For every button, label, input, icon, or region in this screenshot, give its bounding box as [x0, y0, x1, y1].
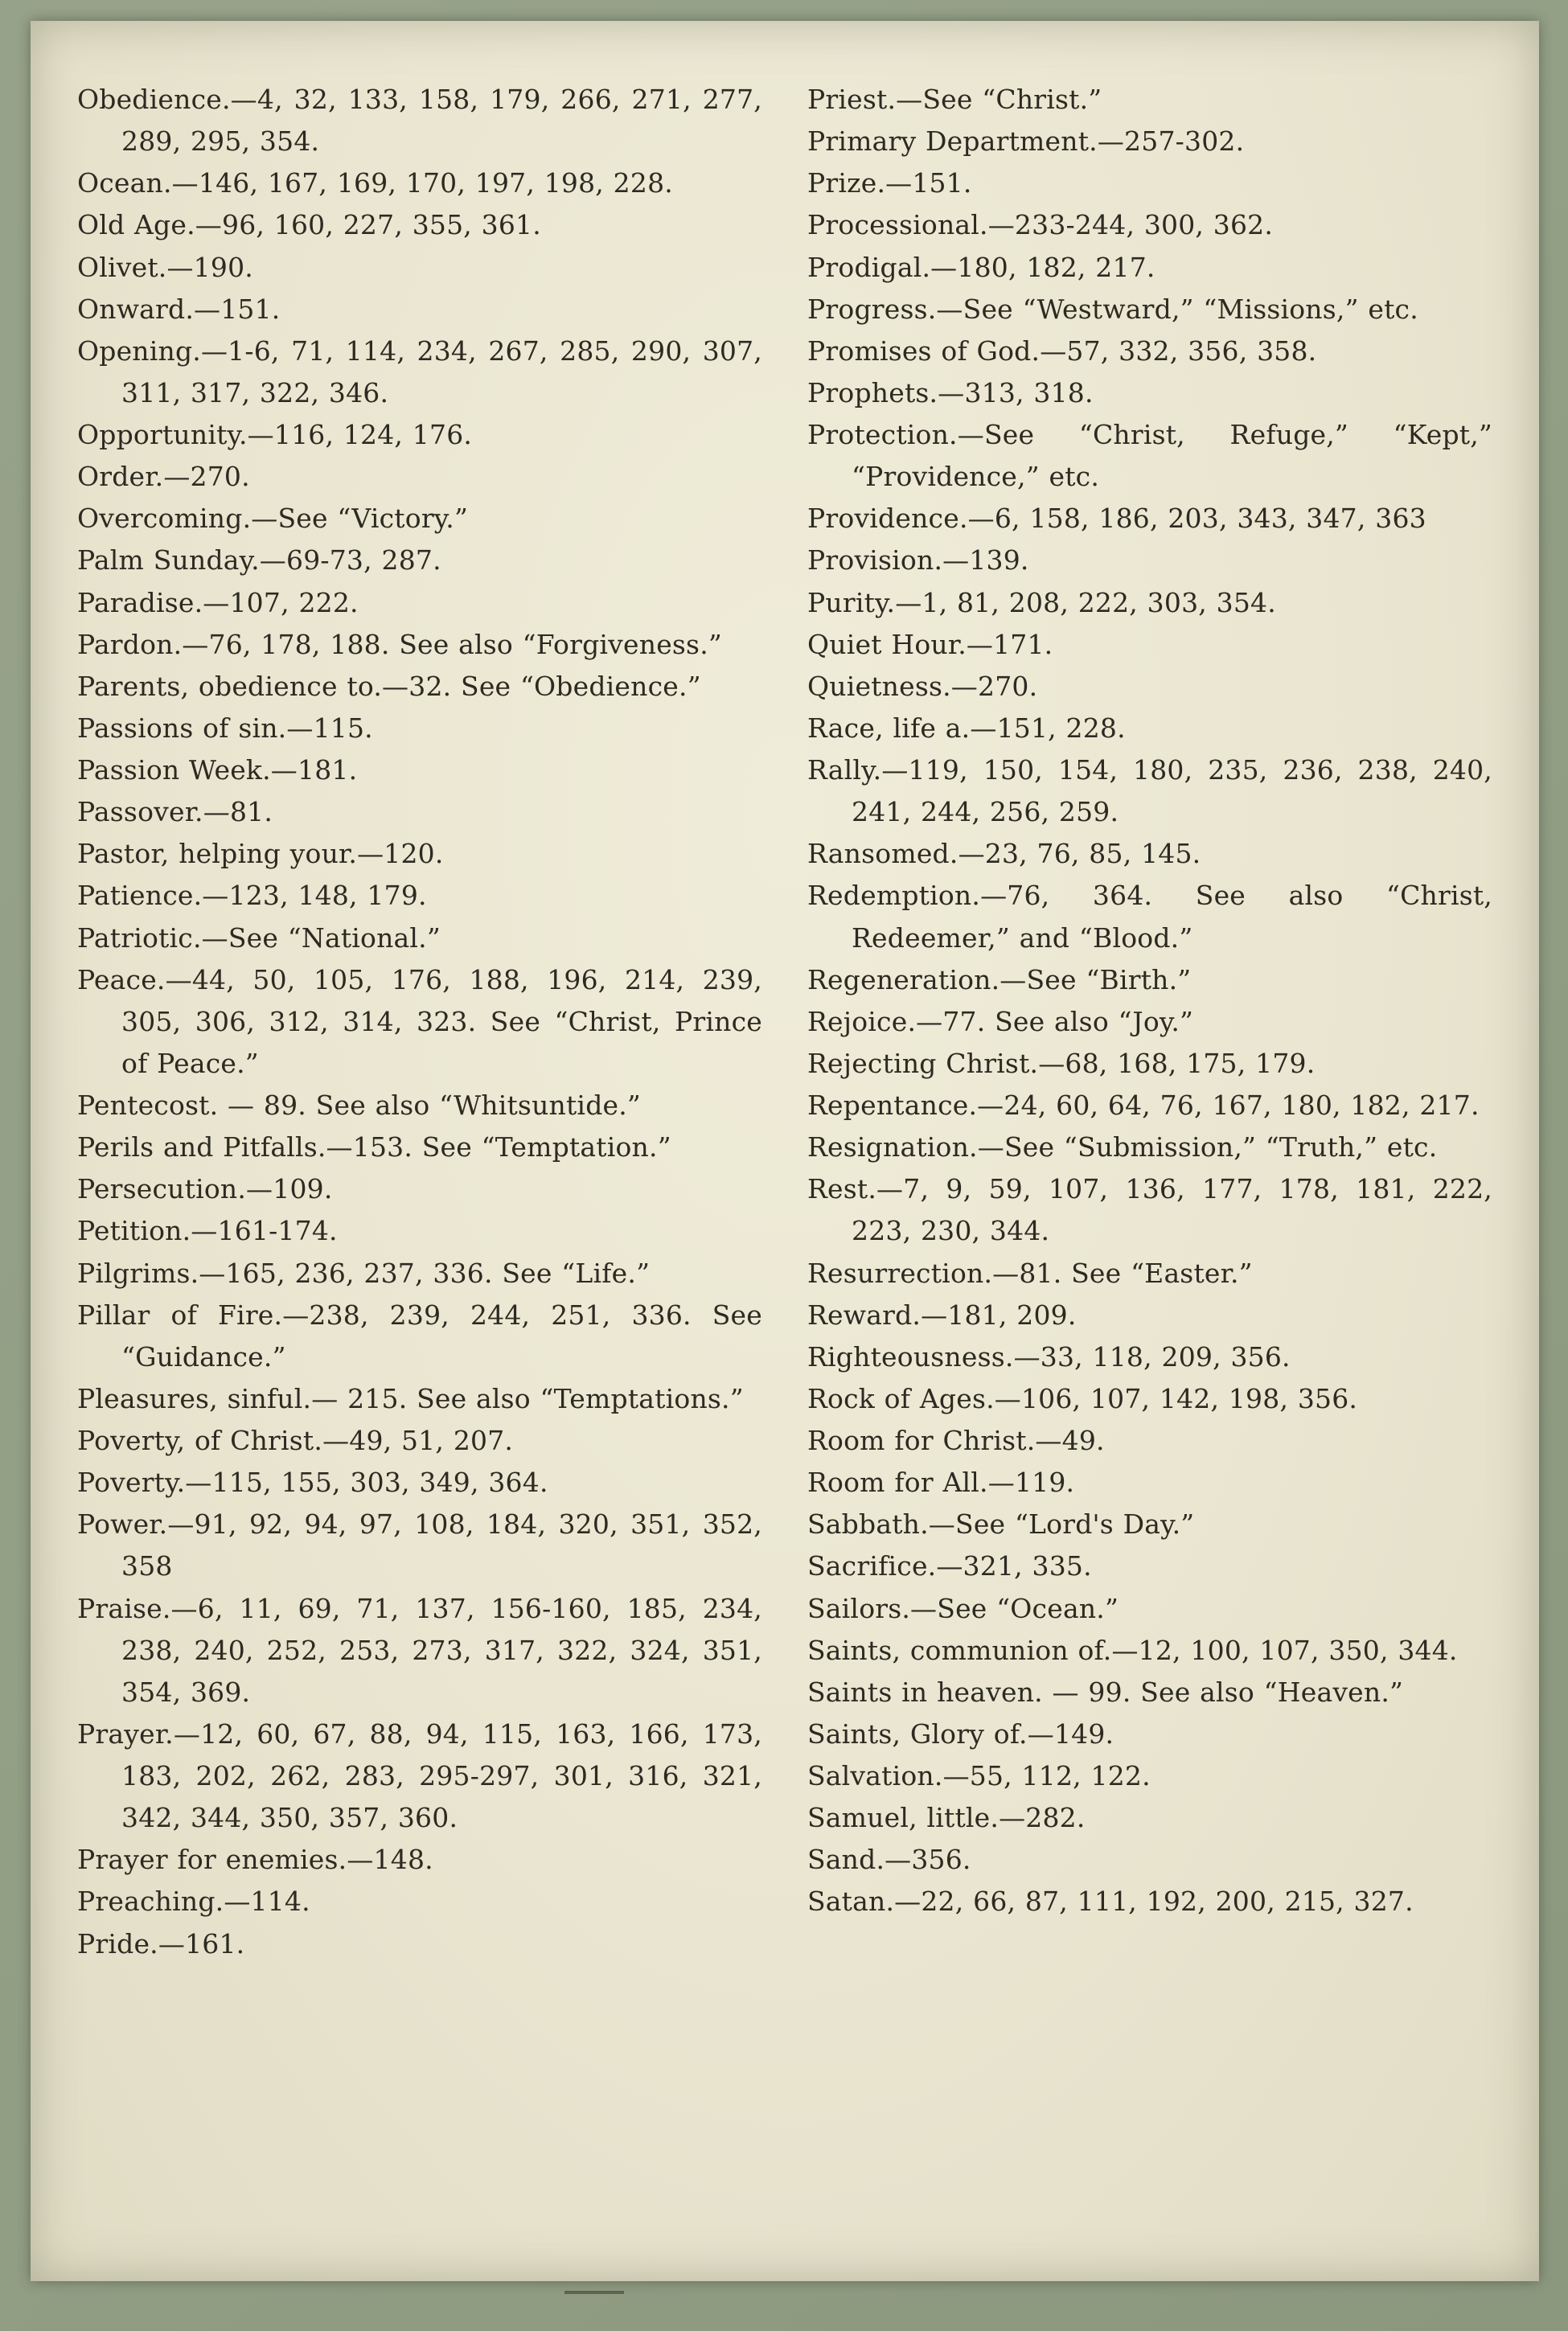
index-entry: Power.—91, 92, 94, 97, 108, 184, 320, 351, 352, 358: [77, 1508, 762, 1582]
index-entry: Redemption.—76, 364. See also “Christ, Redeemer,” and “Blood.”: [807, 880, 1492, 954]
index-entry: Provision.—139.: [807, 544, 1029, 577]
index-entry: Petition.—161-174.: [77, 1215, 338, 1247]
index-entry: Rock of Ages.—106, 107, 142, 198, 356.: [807, 1382, 1358, 1414]
index-entry: Palm Sunday.—69-73, 287.: [77, 544, 441, 577]
index-entry: Pleasures, sinful.— 215. See also “Temptations.”: [77, 1382, 744, 1414]
index-entry: Repentance.—24, 60, 64, 76, 167, 180, 182, 217.: [807, 1090, 1480, 1121]
index-entry: Sacrifice.—321, 335.: [807, 1550, 1092, 1582]
index-entry: Reward.—181, 209.: [807, 1299, 1077, 1331]
index-left-column: [77, 79, 762, 1965]
index-entry: Progress.—See “Westward,” “Missions,” etc.: [807, 293, 1418, 325]
index-entry: Sailors.—See “Ocean.”: [807, 1592, 1119, 1624]
index-entry: Ocean.—146, 167, 169, 170, 197, 198, 228.: [77, 167, 673, 199]
index-entry: Pardon.—76, 178, 188. See also “Forgiveness.”: [77, 628, 722, 660]
index-entry: Perils and Pitfalls.—153. See “Temptation.”: [77, 1131, 671, 1163]
index-entry: Obedience.—4, 32, 133, 158, 179, 266, 271, 277, 289, 295, 354.: [77, 84, 762, 158]
index-entry: Parents, obedience to.—32. See “Obedience.”: [77, 670, 701, 702]
index-entry: Onward.—151.: [77, 293, 281, 325]
index-entry: Regeneration.—See “Birth.”: [807, 963, 1192, 995]
index-entry: Resurrection.—81. See “Easter.”: [807, 1257, 1253, 1289]
index-entry: Ransomed.—23, 76, 85, 145.: [807, 838, 1201, 870]
index-entry: Prize.—151.: [807, 167, 972, 199]
index-entry: Pilgrims.—165, 236, 237, 336. See “Life.”: [77, 1257, 651, 1289]
index-entry: Salvation.—55, 112, 122.: [807, 1760, 1151, 1791]
index-right-column: [807, 79, 1492, 1923]
index-entry: Prophets.—313, 318.: [807, 376, 1094, 408]
index-entry: Samuel, little.—282.: [807, 1802, 1086, 1834]
index-entry: Patience.—123, 148, 179.: [77, 880, 427, 912]
index-entry: Paradise.—107, 222.: [77, 586, 359, 618]
index-entry: Promises of God.—57, 332, 356, 358.: [807, 334, 1317, 367]
index-entry: Poverty.—115, 155, 303, 349, 364.: [77, 1467, 548, 1499]
index-entry: Satan.—22, 66, 87, 111, 192, 200, 215, 327.: [807, 1886, 1414, 1918]
index-entry: Pentecost. — 89. See also “Whitsuntide.”: [77, 1090, 642, 1121]
index-entry: Primary Department.—257-302.: [807, 125, 1245, 158]
index-entry: Persecution.—109.: [77, 1173, 333, 1205]
index-entry: Overcoming.—See “Victory.”: [77, 503, 469, 535]
index-entry: Race, life a.—151, 228.: [807, 712, 1126, 744]
index-entry: Order.—270.: [77, 461, 250, 493]
index-entry: Pillar of Fire.—238, 239, 244, 251, 336. See “Guidance.”: [77, 1299, 762, 1373]
index-entry: Pastor, helping your.—120.: [77, 838, 444, 870]
index-entry: Opening.—1-6, 71, 114, 234, 267, 285, 290, 307, 311, 317, 322, 346.: [77, 334, 762, 408]
index-entry: Prayer.—12, 60, 67, 88, 94, 115, 163, 166, 173, 183, 202, 262, 283, 295-297, 301, 316, 321, 342, 344, 350, 357, 360.: [77, 1717, 762, 1834]
index-entry: Passover.—81.: [77, 796, 273, 828]
book-page: [31, 21, 1539, 2281]
index-entry: Saints, communion of.—12, 100, 107, 350, 344.: [807, 1634, 1458, 1666]
index-entry: Rejoice.—77. See also “Joy.”: [807, 1005, 1194, 1037]
index-entry: Rally.—119, 150, 154, 180, 235, 236, 238, 240, 241, 244, 256, 259.: [807, 754, 1492, 828]
index-entry: Preaching.—114.: [77, 1886, 310, 1918]
index-entry: Room for Christ.—49.: [807, 1425, 1105, 1456]
index-entry: Passions of sin.—115.: [77, 712, 373, 744]
index-entry: Sand.—356.: [807, 1844, 971, 1876]
index-entry: Prayer for enemies.—148.: [77, 1844, 433, 1876]
index-entry: Quietness.—270.: [807, 670, 1038, 702]
index-entry: Righteousness.—33, 118, 209, 356.: [807, 1340, 1291, 1373]
index-entry: Rest.—7, 9, 59, 107, 136, 177, 178, 181, 222, 223, 230, 344.: [807, 1173, 1492, 1247]
index-entry: Purity.—1, 81, 208, 222, 303, 354.: [807, 586, 1276, 618]
index-entry: Saints in heaven. — 99. See also “Heaven.”: [807, 1676, 1404, 1708]
index-entry: Resignation.—See “Submission,” “Truth,” etc.: [807, 1131, 1438, 1163]
index-entry: Processional.—233-244, 300, 362.: [807, 209, 1274, 241]
index-entry: Poverty, of Christ.—49, 51, 207.: [77, 1425, 514, 1456]
index-entry: Saints, Glory of.—149.: [807, 1717, 1114, 1750]
index-entry: Opportunity.—116, 124, 176.: [77, 419, 473, 450]
index-entry: Room for All.—119.: [807, 1467, 1075, 1499]
index-entry: Olivet.—190.: [77, 251, 253, 283]
index-entry: Rejecting Christ.—68, 168, 175, 179.: [807, 1047, 1316, 1079]
index-entry: Providence.—6, 158, 186, 203, 343, 347, 363: [807, 503, 1426, 535]
index-columns: [77, 79, 1492, 1965]
index-entry: Prodigal.—180, 182, 217.: [807, 251, 1155, 283]
index-entry: Protection.—See “Christ, Refuge,” “Kept,” “Providence,” etc.: [807, 419, 1492, 493]
index-entry: Peace.—44, 50, 105, 176, 188, 196, 214, 239, 305, 306, 312, 314, 323. See “Christ, Prince of Peace.”: [77, 963, 762, 1079]
index-entry: Sabbath.—See “Lord's Day.”: [807, 1508, 1195, 1541]
index-entry: Priest.—See “Christ.”: [807, 84, 1102, 115]
index-entry: Passion Week.—181.: [77, 754, 358, 786]
index-entry: Praise.—6, 11, 69, 71, 137, 156-160, 185, 234, 238, 240, 252, 253, 273, 317, 322, 324, 351, 354, 369.: [77, 1592, 762, 1708]
index-entry: Patriotic.—See “National.”: [77, 921, 441, 954]
page-break-mark: [564, 2291, 624, 2294]
index-entry: Pride.—161.: [77, 1927, 245, 1960]
index-entry: Quiet Hour.—171.: [807, 628, 1053, 660]
index-entry: Old Age.—96, 160, 227, 355, 361.: [77, 209, 541, 241]
